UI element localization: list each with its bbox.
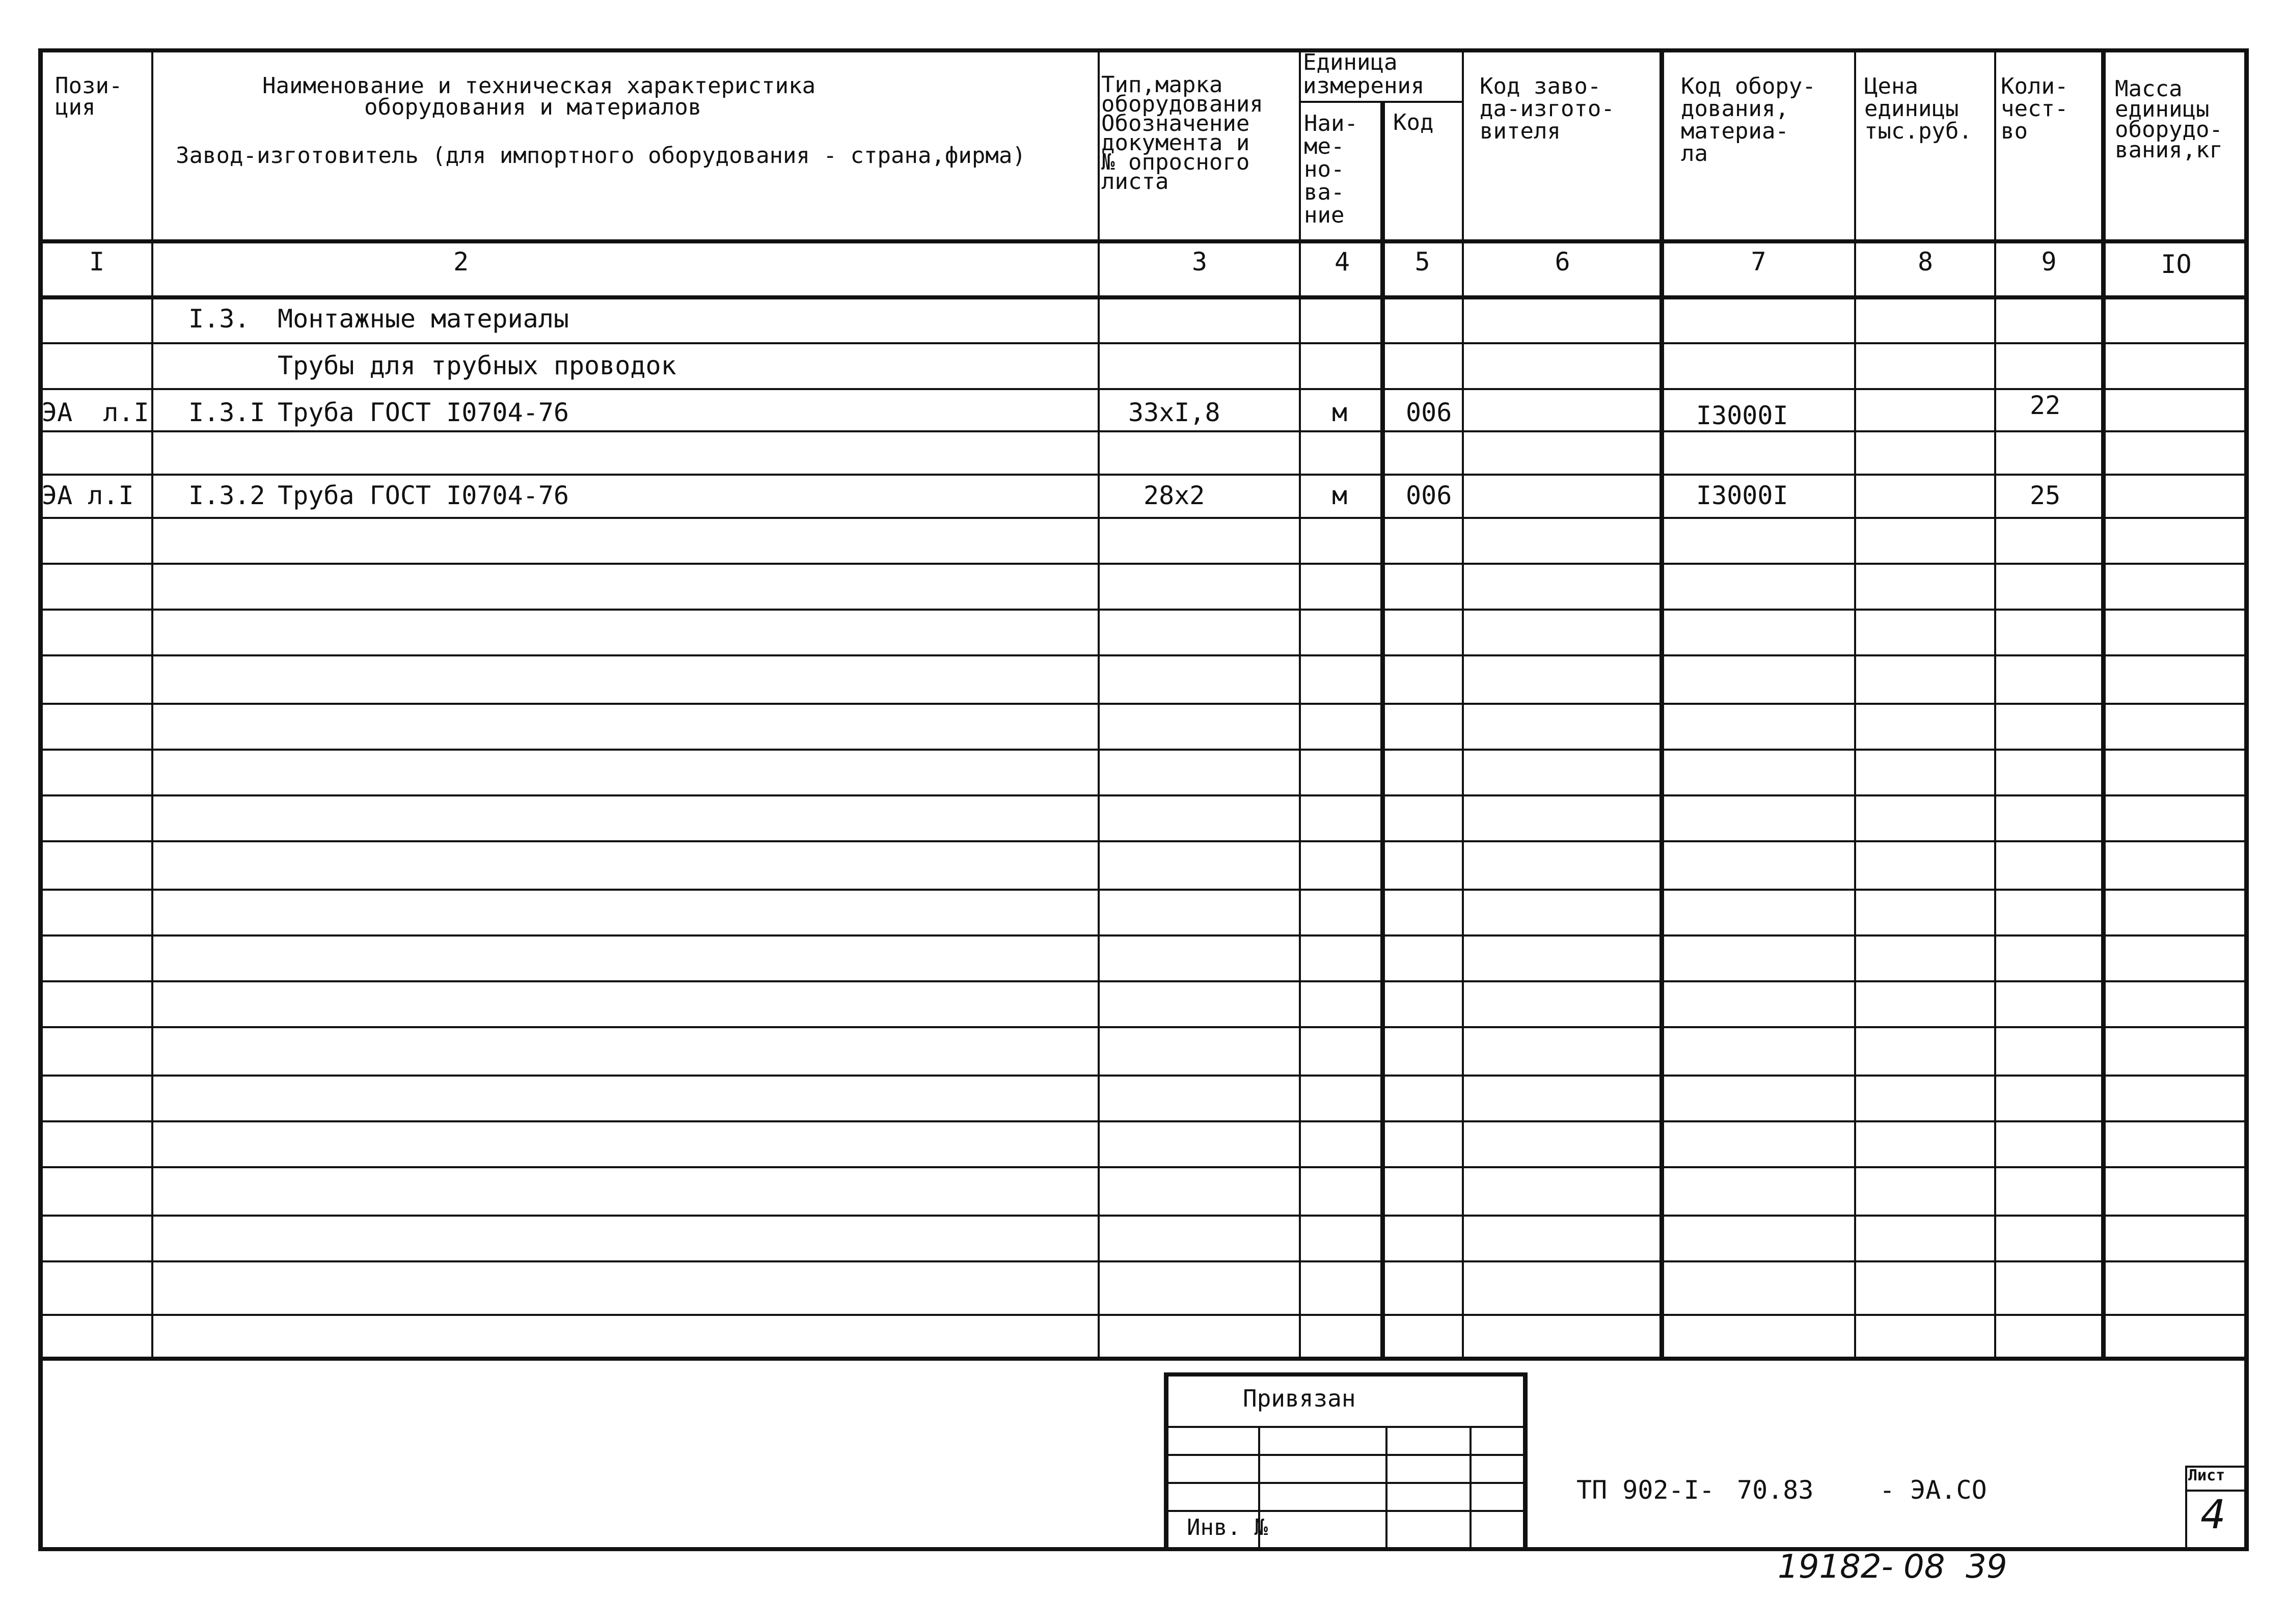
row-line bbox=[38, 1260, 2249, 1262]
row-line bbox=[38, 1215, 2249, 1217]
row1-position: ЭА л.I bbox=[42, 398, 149, 427]
row1-unit-code: 006 bbox=[1406, 398, 1452, 427]
row-line bbox=[38, 563, 2249, 565]
header-quantity: Коли- чест- во bbox=[2001, 73, 2069, 144]
header-position: Пози- ция bbox=[55, 73, 123, 120]
header-unit-name: Наи- ме- но- ва- ние bbox=[1304, 111, 1358, 228]
row1-number: I.3.I bbox=[188, 398, 265, 427]
row2-quantity: 25 bbox=[2030, 481, 2061, 510]
row2-type: 28x2 bbox=[1144, 481, 1205, 510]
row1-quantity: 22 bbox=[2030, 391, 2061, 420]
header-material-code: Код обору- дования, материа- ла bbox=[1681, 73, 1816, 167]
stamp-inv: Инв. № bbox=[1187, 1515, 1268, 1540]
row-line bbox=[38, 609, 2249, 611]
row-line bbox=[38, 980, 2249, 982]
colnum-9: 9 bbox=[2041, 247, 2057, 277]
doc-code-suffix: - ЭА.СО bbox=[1880, 1475, 1987, 1505]
col-line-4 bbox=[1380, 101, 1385, 1360]
stamp-row-line-2 bbox=[1164, 1454, 1527, 1456]
row-line bbox=[38, 1314, 2249, 1316]
header-unit: Единица измерения bbox=[1303, 49, 1425, 99]
header-mass: Масса единицы оборудо- вания,кг bbox=[2115, 76, 2223, 163]
header-name-line3: Завод-изготовитель (для импортного оборудования - страна,фирма) bbox=[176, 143, 1026, 169]
stamp-left bbox=[1164, 1372, 1168, 1550]
row-line bbox=[38, 934, 2249, 937]
sheet-label: Лист bbox=[2188, 1467, 2225, 1484]
header-price: Цена единицы тыс.руб. bbox=[1864, 73, 1972, 144]
row1-unit: м bbox=[1332, 398, 1348, 427]
sheet-number: 4 bbox=[2200, 1492, 2226, 1538]
row2-unit: м bbox=[1332, 481, 1348, 510]
header-unit-code: Код bbox=[1393, 109, 1434, 135]
colnum-2: 2 bbox=[453, 247, 469, 277]
row-line bbox=[38, 749, 2249, 751]
colnum-3: 3 bbox=[1191, 247, 1208, 277]
stamp-row-line-4 bbox=[1164, 1510, 1527, 1512]
colnum-10: IO bbox=[2161, 250, 2192, 279]
row1-type: 33xI,8 bbox=[1128, 398, 1220, 427]
sheet-box-mid bbox=[2185, 1490, 2246, 1492]
colnum-bottom-line bbox=[38, 295, 2249, 299]
sheet-box-left bbox=[2185, 1466, 2187, 1550]
colnum-8: 8 bbox=[1917, 247, 1934, 277]
stamp-privyazan: Привязан bbox=[1243, 1385, 1356, 1412]
stamp-top bbox=[1164, 1372, 1527, 1377]
row-line bbox=[38, 1075, 2249, 1077]
stamp-row-line-3 bbox=[1164, 1482, 1527, 1484]
stamp-right bbox=[1523, 1372, 1528, 1550]
header-factory-code: Код заво- да-изгото- вителя bbox=[1480, 73, 1615, 144]
doc-code-prefix: ТП 902-I- bbox=[1576, 1475, 1715, 1505]
row-line bbox=[38, 388, 2249, 390]
row1-name: Труба ГОСТ I0704-76 bbox=[278, 398, 569, 427]
footer-handwritten-number: 19182- 08 39 bbox=[1778, 1548, 2007, 1586]
row-line bbox=[38, 794, 2249, 796]
row-line bbox=[38, 342, 2249, 344]
row-line bbox=[38, 1120, 2249, 1122]
colnum-5: 5 bbox=[1414, 247, 1430, 277]
row-line bbox=[38, 703, 2249, 705]
colnum-7: 7 bbox=[1751, 247, 1766, 277]
colnum-4: 4 bbox=[1334, 247, 1350, 277]
row-line bbox=[38, 840, 2249, 842]
header-name-line1: Наименование и техническая характеристика bbox=[262, 73, 816, 99]
header-bottom-line bbox=[38, 239, 2249, 243]
row-line bbox=[38, 474, 2249, 476]
row2-name: Труба ГОСТ I0704-76 bbox=[278, 481, 569, 510]
section-number: I.3. bbox=[188, 304, 250, 334]
frame-top bbox=[38, 48, 2249, 52]
row-line bbox=[38, 517, 2249, 519]
row2-material-code: I3000I bbox=[1696, 481, 1788, 510]
row2-unit-code: 006 bbox=[1406, 481, 1452, 510]
header-type: Тип,марка оборудования Обозначение документа и № опросного листа bbox=[1101, 72, 1263, 195]
stamp-row-line-1 bbox=[1164, 1426, 1527, 1428]
row-line bbox=[38, 1026, 2249, 1028]
stamp-col-line-3 bbox=[1469, 1426, 1472, 1548]
stamp-col-line-2 bbox=[1385, 1426, 1387, 1548]
row-line bbox=[38, 430, 2249, 432]
row-line bbox=[38, 654, 2249, 656]
table-bottom-line bbox=[38, 1357, 2249, 1361]
subsection-title: Трубы для трубных проводок bbox=[278, 351, 676, 380]
row2-number: I.3.2 bbox=[188, 481, 265, 510]
row-line bbox=[38, 889, 2249, 891]
header-name-line2: оборудования и материалов bbox=[364, 94, 702, 120]
section-title: Монтажные материалы bbox=[278, 304, 569, 334]
colnum-6: 6 bbox=[1555, 247, 1570, 277]
row1-material-code: I3000I bbox=[1696, 401, 1788, 430]
colnum-1: I bbox=[89, 247, 105, 277]
row-line bbox=[38, 1166, 2249, 1168]
doc-code-number: 70.83 bbox=[1737, 1475, 1814, 1505]
row2-position: ЭА л.I bbox=[42, 481, 134, 510]
